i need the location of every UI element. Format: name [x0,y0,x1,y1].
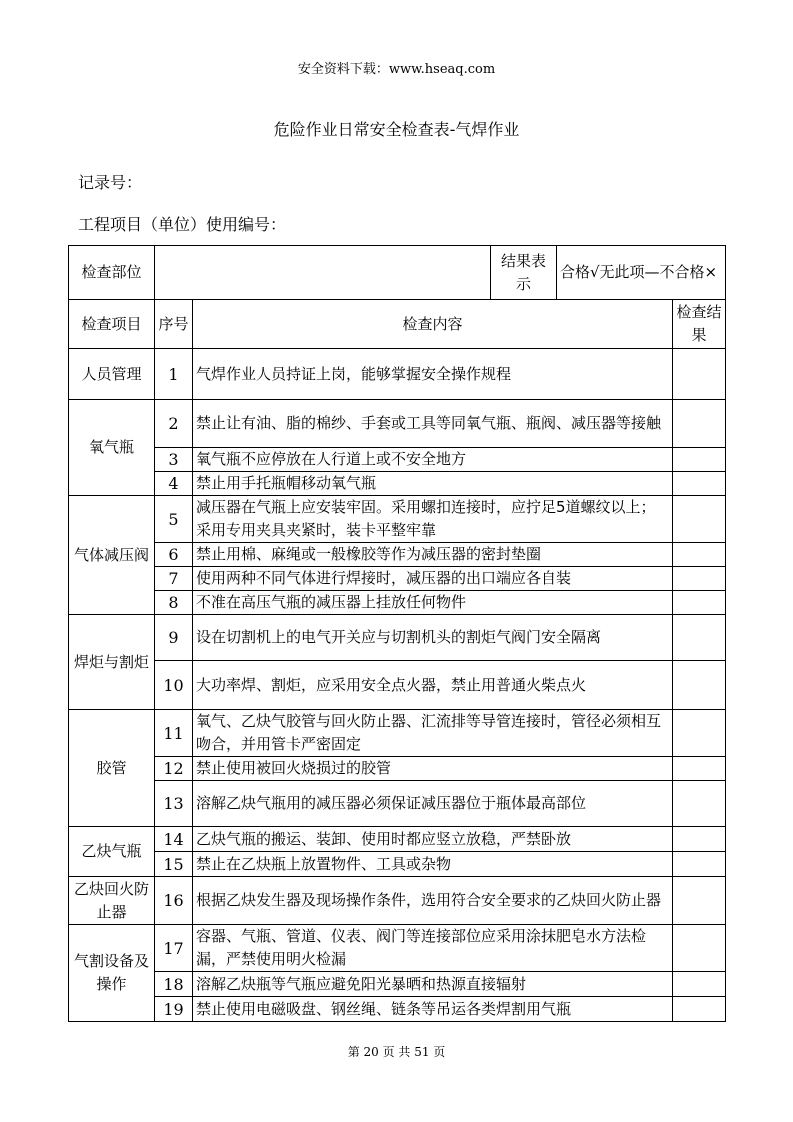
table-row [69,591,726,615]
inspection-item-name: 乙炔回火防止器 [69,877,155,925]
row-result-field[interactable] [673,472,726,496]
table-row [69,496,726,543]
result-legend: 合格√无此项—不合格× [557,246,726,300]
row-content: 乙炔气瓶的搬运、装卸、使用时都应竖立放稳，严禁卧放 [193,827,673,852]
row-seq: 6 [155,543,193,567]
row-content: 溶解乙炔气瓶用的减压器必须保证减压器位于瓶体最高部位 [193,781,673,827]
row-content: 禁止用手托瓶帽移动氧气瓶 [193,472,673,496]
table-row [69,877,726,925]
row-content: 使用两种不同气体进行焊接时，减压器的出口端应各自装 [193,567,673,591]
row-content: 溶解乙炔瓶等气瓶应避免阳光暴晒和热源直接辐射 [193,972,673,997]
row-content: 设在切割机上的电气开关应与切割机头的割炬气阀门安全隔离 [193,615,673,661]
col-header-item: 检查项目 [69,300,155,349]
col-header-result: 检查结果 [673,300,726,349]
row-seq: 14 [155,827,193,852]
row-result-field[interactable] [673,543,726,567]
row-content: 禁止用棉、麻绳或一般橡胶等作为减压器的密封垫圈 [193,543,673,567]
inspection-item-name: 焊炬与割炬 [69,615,155,710]
row-seq: 7 [155,567,193,591]
row-seq: 13 [155,781,193,827]
row-result-field[interactable] [673,877,726,925]
page-header: 安全资料下载：www.hseaq.com [297,62,496,77]
row-content: 不准在高压气瓶的减压器上挂放任何物件 [193,591,673,615]
row-result-field[interactable] [673,757,726,781]
col-header-seq: 序号 [155,300,193,349]
table-row [69,661,726,710]
row-result-field[interactable] [673,496,726,543]
inspection-item-name: 氧气瓶 [69,400,155,496]
row-content: 禁止让有油、脂的棉纱、手套或工具等同氧气瓶、瓶阀、减压器等接触 [193,400,673,448]
table-row [69,925,726,972]
row-content: 容器、气瓶、管道、仪表、阀门等连接部位应采用涂抹肥皂水方法检漏，严禁使用明火检漏 [193,925,673,972]
row-seq: 18 [155,972,193,997]
table-row [69,472,726,496]
document-title: 危险作业日常安全检查表-气焊作业 [273,120,520,139]
inspection-item-name: 胶管 [69,710,155,827]
table-row [69,710,726,757]
row-result-field[interactable] [673,661,726,710]
row-content: 氧气瓶不应停放在人行道上或不安全地方 [193,448,673,472]
row-content: 气焊作业人员持证上岗，能够掌握安全操作规程 [193,349,673,400]
table-row [69,997,726,1022]
row-seq: 16 [155,877,193,925]
table-row [69,852,726,877]
inspection-item-name: 气割设备及操作 [69,925,155,1022]
inspect-area-field[interactable] [155,246,491,300]
row-seq: 4 [155,472,193,496]
row-seq: 11 [155,710,193,757]
inspection-item-name: 气体减压阀 [69,496,155,615]
inspection-table [68,245,726,1022]
row-result-field[interactable] [673,827,726,852]
table-row [69,615,726,661]
record-number-label: 记录号： [78,173,143,192]
row-result-field[interactable] [673,615,726,661]
table-row [69,781,726,827]
page-footer: 第 20 页 共 51 页 [347,1045,446,1059]
row-content: 禁止在乙炔瓶上放置物件、工具或杂物 [193,852,673,877]
row-content: 禁止使用被回火烧损过的胶管 [193,757,673,781]
table-row [69,827,726,852]
row-result-field[interactable] [673,400,726,448]
row-result-field[interactable] [673,448,726,472]
row-content: 根据乙炔发生器及现场操作条件，选用符合安全要求的乙炔回火防止器 [193,877,673,925]
row-seq: 5 [155,496,193,543]
row-result-field[interactable] [673,567,726,591]
col-header-content: 检查内容 [193,300,673,349]
row-content: 禁止使用电磁吸盘、钢丝绳、链条等吊运各类焊割用气瓶 [193,997,673,1022]
row-result-field[interactable] [673,925,726,972]
inspect-area-label: 检查部位 [69,246,155,300]
row-result-field[interactable] [673,710,726,757]
row-content: 氧气、乙炔气胶管与回火防止器、汇流排等导管连接时，管径必须相互吻合，并用管卡严密固定 [193,710,673,757]
row-result-field[interactable] [673,781,726,827]
row-result-field[interactable] [673,852,726,877]
row-result-field[interactable] [673,349,726,400]
table-row [69,400,726,448]
row-seq: 17 [155,925,193,972]
inspection-item-name: 人员管理 [69,349,155,400]
row-seq: 2 [155,400,193,448]
inspection-item-name: 乙炔气瓶 [69,827,155,877]
table-row [69,543,726,567]
row-seq: 10 [155,661,193,710]
table-row [69,757,726,781]
row-result-field[interactable] [673,997,726,1022]
row-seq: 8 [155,591,193,615]
table-row [69,448,726,472]
row-seq: 19 [155,997,193,1022]
row-seq: 9 [155,615,193,661]
row-content: 减压器在气瓶上应安装牢固。采用螺扣连接时，应拧足5道螺纹以上；采用专用夹具夹紧时，装卡平整牢靠 [193,496,673,543]
row-seq: 12 [155,757,193,781]
row-content: 大功率焊、割炬，应采用安全点火器，禁止用普通火柴点火 [193,661,673,710]
table-row [69,349,726,400]
table-row [69,567,726,591]
table-row [69,972,726,997]
project-label: 工程项目（单位）使用编号： [78,215,287,234]
row-seq: 1 [155,349,193,400]
row-seq: 3 [155,448,193,472]
row-seq: 15 [155,852,193,877]
result-legend-label: 结果表示 [491,246,557,300]
row-result-field[interactable] [673,591,726,615]
row-result-field[interactable] [673,972,726,997]
